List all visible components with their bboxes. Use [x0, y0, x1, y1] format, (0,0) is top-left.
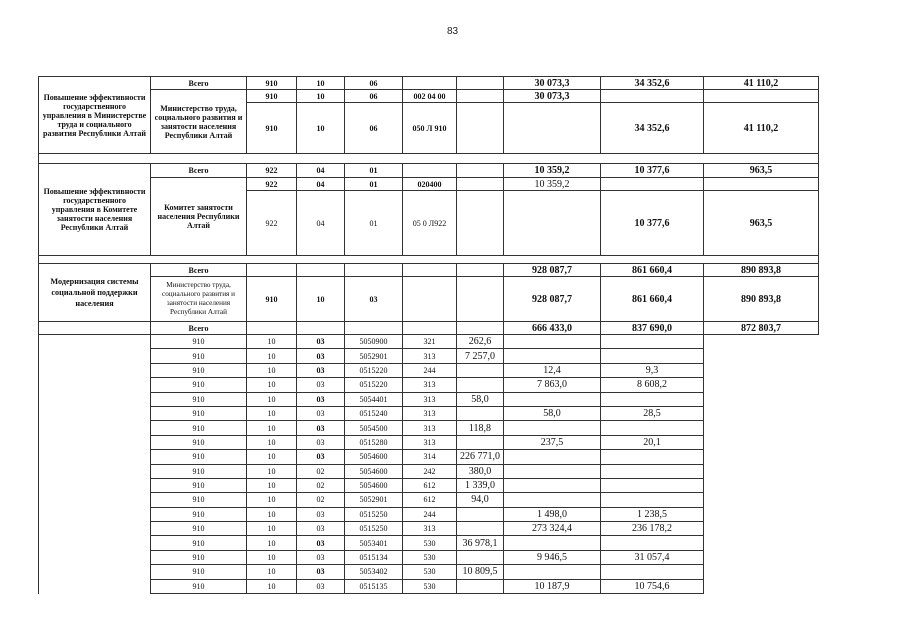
table-row: [39, 450, 819, 464]
cell-subsection: 03: [297, 507, 345, 521]
cell-value-3: 1 238,5: [601, 507, 704, 521]
cell-value-3: 890 893,8: [704, 264, 819, 277]
cell-value-3: 41 110,2: [704, 77, 819, 90]
cell-value-3: 963,5: [704, 164, 819, 178]
cell-value-2: [601, 90, 704, 103]
program-name: Модернизация системы социальной поддержки населения: [39, 264, 151, 322]
cell-value-1: [457, 435, 504, 449]
cell-type: [457, 191, 504, 256]
cell-subsection: 01: [345, 191, 403, 256]
cell-value-2: 10 377,6: [601, 191, 704, 256]
cell-admin: 910: [151, 536, 247, 550]
cell-value-3: [601, 565, 704, 579]
table-row: [39, 90, 819, 103]
cell-value-2: [504, 349, 601, 363]
cell-value-2: 1 498,0: [504, 507, 601, 521]
table-row: [39, 507, 819, 521]
cell-value-2: 7 863,0: [504, 378, 601, 392]
table-row: [39, 335, 819, 349]
cell-subsection: 03: [297, 392, 345, 406]
cell-section: 10: [247, 349, 297, 363]
cell-subsection: 03: [297, 406, 345, 420]
cell-type: 530: [403, 536, 457, 550]
cell-section: 10: [247, 406, 297, 420]
cell-value-3: 31 057,4: [601, 550, 704, 564]
cell-value-2: [504, 335, 601, 349]
cell-target: 5050900: [345, 335, 403, 349]
cell-type: [457, 164, 504, 178]
table-row: [39, 579, 819, 593]
cell-admin: 910: [151, 378, 247, 392]
cell-value-2: 12,4: [504, 363, 601, 377]
table-row: [39, 550, 819, 564]
cell-value-1: [457, 378, 504, 392]
cell-admin: 910: [151, 349, 247, 363]
cell-value-3: [704, 90, 819, 103]
cell-value-3: 20,1: [601, 435, 704, 449]
cell-value-2: 861 660,4: [601, 277, 704, 322]
cell-subsection: [345, 264, 403, 277]
table-row: [39, 322, 819, 335]
total-label: Всего: [151, 164, 247, 178]
budget-table: [38, 76, 819, 594]
organization-name-empty: [39, 335, 151, 594]
total-label: Всего: [151, 322, 247, 335]
cell-admin: 910: [151, 363, 247, 377]
cell-subsection: 03: [297, 335, 345, 349]
cell-target: 0515250: [345, 507, 403, 521]
table-row: [39, 154, 819, 164]
cell-admin: 910: [247, 103, 297, 154]
cell-target: 0515280: [345, 435, 403, 449]
cell-type: 612: [403, 478, 457, 492]
cell-value-1: [457, 579, 504, 593]
cell-admin: 910: [151, 450, 247, 464]
organization-name: Комитет занятости населения Республики Алтай: [151, 178, 247, 256]
cell-value-3: [601, 464, 704, 478]
cell-type: 244: [403, 507, 457, 521]
cell-section: 10: [247, 565, 297, 579]
cell-value-2: 273 324,4: [504, 522, 601, 536]
cell-value-2: [504, 392, 601, 406]
cell-value-1: [504, 191, 601, 256]
cell-admin: 910: [151, 406, 247, 420]
cell-section: 10: [247, 550, 297, 564]
cell-type: [457, 90, 504, 103]
cell-value-1: 10 359,2: [504, 178, 601, 191]
cell-value-2: [504, 565, 601, 579]
program-name-empty: [39, 322, 151, 335]
cell-value-1: 118,8: [457, 421, 504, 435]
cell-value-3: [601, 450, 704, 464]
cell-type: 530: [403, 550, 457, 564]
cell-value-2: [504, 464, 601, 478]
cell-value-1: [457, 406, 504, 420]
cell-subsection: 06: [345, 90, 403, 103]
cell-subsection: 01: [345, 178, 403, 191]
cell-value-3: 872 803,7: [704, 322, 819, 335]
cell-value-2: [504, 450, 601, 464]
cell-section: 10: [297, 277, 345, 322]
cell-section: 10: [247, 464, 297, 478]
cell-target: 0515250: [345, 522, 403, 536]
cell-subsection: 02: [297, 464, 345, 478]
cell-section: 10: [247, 335, 297, 349]
cell-type: 530: [403, 579, 457, 593]
cell-subsection: 03: [297, 522, 345, 536]
cell-value-1: 666 433,0: [504, 322, 601, 335]
cell-section: 10: [247, 435, 297, 449]
cell-type: 313: [403, 378, 457, 392]
cell-value-2: 9 946,5: [504, 550, 601, 564]
cell-value-1: [457, 363, 504, 377]
table-row: [39, 421, 819, 435]
cell-type: 314: [403, 450, 457, 464]
cell-section: 04: [297, 191, 345, 256]
cell-admin: [247, 322, 297, 335]
cell-value-2: 34 352,6: [601, 77, 704, 90]
cell-type: 313: [403, 435, 457, 449]
cell-target: [403, 264, 457, 277]
cell-type: [457, 103, 504, 154]
total-label: Всего: [151, 77, 247, 90]
organization-name: Министерство труда, социального развития и занятости населения Республики Алтай: [151, 90, 247, 154]
cell-value-2: [601, 178, 704, 191]
cell-target: 5054600: [345, 478, 403, 492]
cell-type: [457, 77, 504, 90]
cell-value-1: 36 978,1: [457, 536, 504, 550]
cell-value-1: 1 339,0: [457, 478, 504, 492]
cell-target: [403, 77, 457, 90]
cell-type: [457, 178, 504, 191]
cell-target: 5054500: [345, 421, 403, 435]
organization-name: Министерство труда, социального развития и занятости населения Республики Алтай: [151, 277, 247, 322]
cell-subsection: 03: [345, 277, 403, 322]
page-number: 83: [446, 26, 459, 37]
cell-value-2: [504, 493, 601, 507]
cell-type: 321: [403, 335, 457, 349]
cell-value-3: 963,5: [704, 191, 819, 256]
total-label: Всего: [151, 264, 247, 277]
cell-value-2: 237,5: [504, 435, 601, 449]
cell-value-1: 226 771,0: [457, 450, 504, 464]
cell-subsection: 03: [297, 536, 345, 550]
cell-section: 04: [297, 178, 345, 191]
table-row: [39, 256, 819, 264]
spacer: [39, 154, 819, 164]
cell-target: 5053401: [345, 536, 403, 550]
cell-section: 10: [297, 103, 345, 154]
cell-target: [403, 164, 457, 178]
cell-subsection: 03: [297, 378, 345, 392]
cell-section: 10: [247, 421, 297, 435]
cell-value-2: [504, 536, 601, 550]
table-row: [39, 464, 819, 478]
cell-subsection: 06: [345, 77, 403, 90]
cell-value-3: 41 110,2: [704, 103, 819, 154]
cell-value-3: [601, 335, 704, 349]
cell-admin: 910: [151, 421, 247, 435]
cell-target: 05 0 Л922: [403, 191, 457, 256]
cell-value-1: 262,6: [457, 335, 504, 349]
table-row: [39, 378, 819, 392]
cell-value-1: 10 809,5: [457, 565, 504, 579]
cell-type: 244: [403, 363, 457, 377]
cell-admin: 910: [151, 522, 247, 536]
cell-value-3: [601, 493, 704, 507]
cell-value-1: 928 087,7: [504, 277, 601, 322]
cell-admin: 910: [151, 493, 247, 507]
table-row: [39, 406, 819, 420]
cell-type: [457, 264, 504, 277]
cell-type: 313: [403, 522, 457, 536]
cell-target: 5052901: [345, 349, 403, 363]
cell-subsection: 03: [297, 421, 345, 435]
cell-value-3: [601, 392, 704, 406]
cell-target: 5054600: [345, 464, 403, 478]
cell-admin: 910: [151, 435, 247, 449]
cell-target: 0515220: [345, 363, 403, 377]
cell-section: 10: [247, 493, 297, 507]
cell-value-1: 7 257,0: [457, 349, 504, 363]
cell-value-2: 10 187,9: [504, 579, 601, 593]
cell-admin: 910: [247, 77, 297, 90]
table-row: [39, 493, 819, 507]
cell-admin: 910: [151, 579, 247, 593]
cell-target: 0515135: [345, 579, 403, 593]
table-row: [39, 565, 819, 579]
cell-value-2: 34 352,6: [601, 103, 704, 154]
cell-admin: 922: [247, 191, 297, 256]
cell-admin: 910: [151, 392, 247, 406]
cell-target: 0515134: [345, 550, 403, 564]
cell-target: 5052901: [345, 493, 403, 507]
cell-section: 10: [247, 507, 297, 521]
cell-value-3: [704, 178, 819, 191]
cell-target: 020400: [403, 178, 457, 191]
table-row: [39, 77, 819, 90]
cell-type: [457, 277, 504, 322]
cell-value-1: 30 073,3: [504, 90, 601, 103]
spacer: [39, 256, 819, 264]
cell-subsection: 01: [345, 164, 403, 178]
cell-admin: 922: [247, 178, 297, 191]
table-row: [39, 392, 819, 406]
cell-value-2: 10 377,6: [601, 164, 704, 178]
cell-section: 10: [247, 392, 297, 406]
cell-value-3: 236 178,2: [601, 522, 704, 536]
cell-target: 050 Л 910: [403, 103, 457, 154]
cell-subsection: 03: [297, 565, 345, 579]
cell-value-1: 380,0: [457, 464, 504, 478]
table-row: [39, 277, 819, 322]
cell-type: 313: [403, 406, 457, 420]
detail-rows: [39, 335, 819, 594]
table-row: [39, 264, 819, 277]
cell-type: 612: [403, 493, 457, 507]
cell-value-3: 28,5: [601, 406, 704, 420]
cell-section: 10: [247, 522, 297, 536]
cell-value-3: [601, 421, 704, 435]
cell-value-1: [457, 550, 504, 564]
cell-value-3: [601, 536, 704, 550]
cell-section: 10: [247, 363, 297, 377]
cell-value-3: [601, 349, 704, 363]
cell-value-2: 837 690,0: [601, 322, 704, 335]
cell-subsection: 03: [297, 579, 345, 593]
cell-admin: 910: [247, 90, 297, 103]
cell-type: 313: [403, 392, 457, 406]
cell-subsection: 06: [345, 103, 403, 154]
cell-target: 5054600: [345, 450, 403, 464]
cell-value-3: 8 608,2: [601, 378, 704, 392]
cell-admin: 910: [151, 507, 247, 521]
cell-target: 0515220: [345, 378, 403, 392]
cell-target: [403, 322, 457, 335]
cell-value-2: [504, 421, 601, 435]
cell-subsection: 03: [297, 435, 345, 449]
cell-section: 10: [247, 450, 297, 464]
table-row: [39, 363, 819, 377]
cell-section: 10: [297, 77, 345, 90]
cell-section: 10: [297, 90, 345, 103]
cell-admin: 910: [247, 277, 297, 322]
cell-value-3: [601, 478, 704, 492]
cell-target: [403, 277, 457, 322]
cell-value-1: 928 087,7: [504, 264, 601, 277]
cell-type: 313: [403, 421, 457, 435]
cell-value-1: 94,0: [457, 493, 504, 507]
cell-subsection: 03: [297, 450, 345, 464]
cell-value-1: [504, 103, 601, 154]
cell-target: 0515240: [345, 406, 403, 420]
cell-subsection: [345, 322, 403, 335]
cell-admin: 922: [247, 164, 297, 178]
cell-section: 10: [247, 579, 297, 593]
cell-value-2: 861 660,4: [601, 264, 704, 277]
cell-admin: 910: [151, 335, 247, 349]
cell-value-2: 58,0: [504, 406, 601, 420]
cell-value-1: 10 359,2: [504, 164, 601, 178]
cell-admin: 910: [151, 478, 247, 492]
cell-value-1: 30 073,3: [504, 77, 601, 90]
cell-type: 530: [403, 565, 457, 579]
cell-section: 10: [247, 536, 297, 550]
cell-value-2: [504, 478, 601, 492]
cell-section: [297, 264, 345, 277]
cell-value-1: [457, 522, 504, 536]
cell-value-3: 10 754,6: [601, 579, 704, 593]
cell-section: [297, 322, 345, 335]
cell-admin: 910: [151, 565, 247, 579]
cell-section: 10: [247, 378, 297, 392]
cell-target: 5053402: [345, 565, 403, 579]
cell-target: 002 04 00: [403, 90, 457, 103]
cell-subsection: 02: [297, 478, 345, 492]
program-name: Повышение эффективности государственного управления в Комитете занятости населения Республики Алтай: [39, 164, 151, 256]
cell-value-1: [457, 507, 504, 521]
cell-subsection: 03: [297, 550, 345, 564]
table-row: [39, 435, 819, 449]
cell-admin: 910: [151, 550, 247, 564]
cell-type: 242: [403, 464, 457, 478]
table-row: [39, 522, 819, 536]
cell-admin: 910: [151, 464, 247, 478]
table-row: [39, 536, 819, 550]
cell-target: 5054401: [345, 392, 403, 406]
cell-admin: [247, 264, 297, 277]
cell-type: [457, 322, 504, 335]
program-name: Повышение эффективности государственного управления в Министерстве труда и социального развития Республики Алтай: [39, 77, 151, 154]
cell-section: 04: [297, 164, 345, 178]
cell-type: 313: [403, 349, 457, 363]
table-row: [39, 178, 819, 191]
cell-subsection: 03: [297, 363, 345, 377]
table-row: [39, 349, 819, 363]
cell-subsection: 03: [297, 349, 345, 363]
cell-value-3: 890 893,8: [704, 277, 819, 322]
cell-subsection: 02: [297, 493, 345, 507]
cell-value-3: 9,3: [601, 363, 704, 377]
table-row: [39, 478, 819, 492]
table-row: [39, 164, 819, 178]
cell-value-1: 58,0: [457, 392, 504, 406]
cell-section: 10: [247, 478, 297, 492]
